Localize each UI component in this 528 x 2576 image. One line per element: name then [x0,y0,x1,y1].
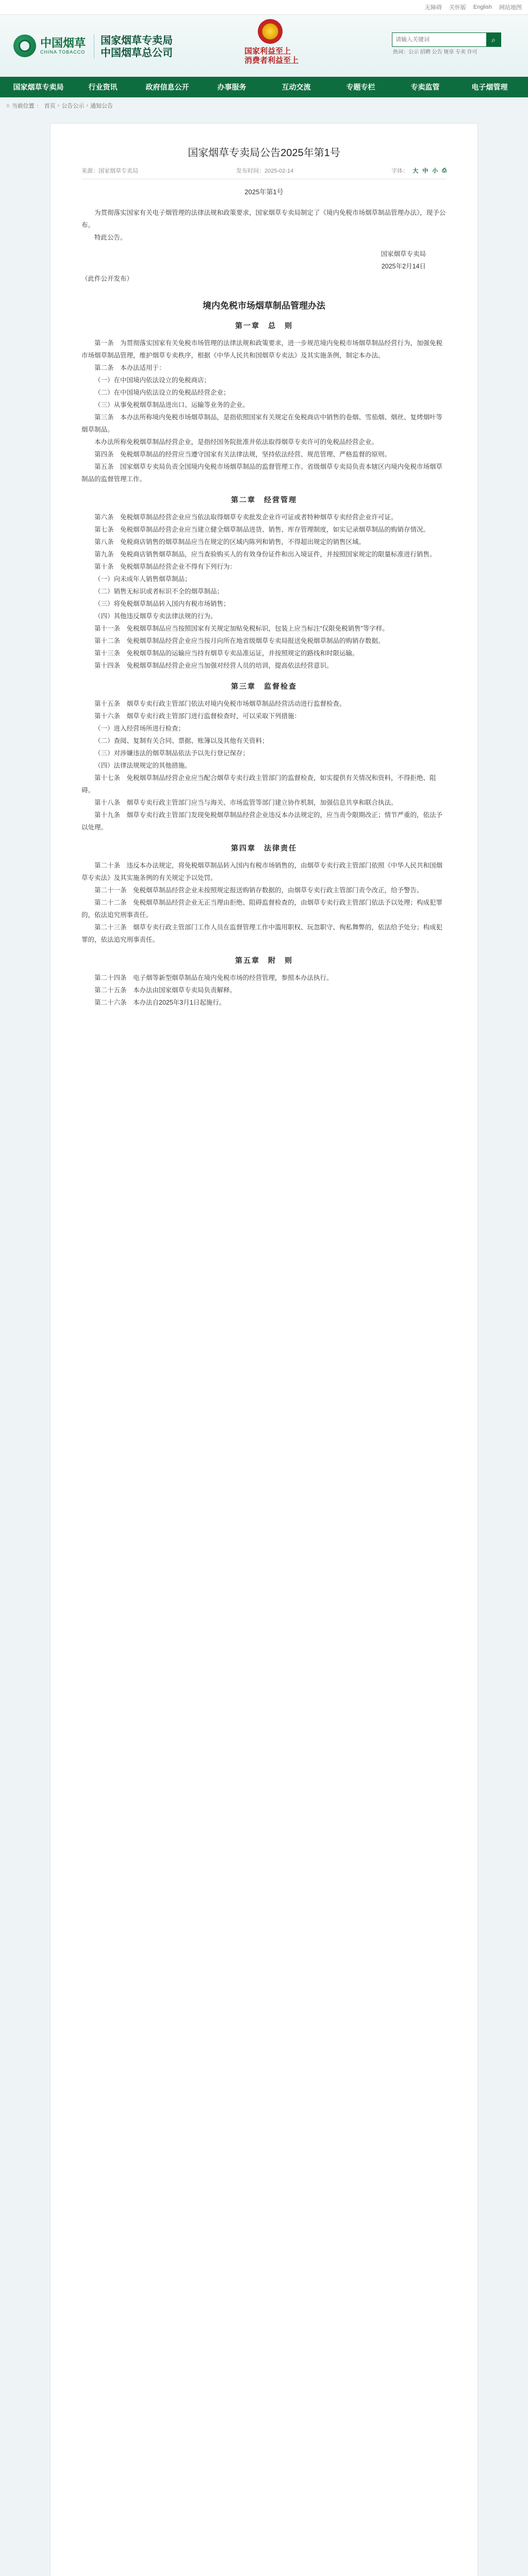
font-size-label: 字体： [391,168,409,174]
article-paragraph: （四）法律法规规定的其他措施。 [94,762,191,769]
slogan-line1: 国家利益至上 [244,47,291,56]
logo-cn-text: 中国烟草 [40,37,86,49]
slogan [244,47,299,65]
article-title: 国家烟草专卖局公告2025年第1号 [188,147,340,159]
top-utility-bar [0,0,528,15]
slogan-line2: 消费者利益至上 [244,56,299,65]
nav-item-topics[interactable]: 专题专栏 [346,83,375,91]
care-mode-link[interactable]: 关怀版 [449,5,466,11]
search-button[interactable] [486,33,501,46]
article-paragraph: 第十一条 免税烟草制品应当按照国家有关规定加贴免税标识，包装上应当标注“仅限免税销售”等字样。 [94,625,389,632]
org-name-line1: 国家烟草专卖局 [101,35,173,46]
org-name-line2: 中国烟草总公司 [101,47,173,59]
chapter-4-body [81,859,447,946]
article-meta [81,166,447,179]
nav-item-home[interactable]: 国家烟草专卖局 [13,83,64,91]
nav-item-news[interactable]: 行业资讯 [88,83,118,91]
article-paragraph: 第一条 为贯彻落实国家有关免税市场管理的法律法规和政策要求，进一步规范境内免税市场烟草制品经营行为，加强免税市场烟草制品管理，维护烟草专卖秩序，根据《中华人民共和国烟草专卖法》及其实施条例，制定本办法。 [81,340,443,359]
org-name [94,35,173,59]
article-paragraph: 第二十一条 免税烟草制品经营企业未按照规定报送购销存数据的，由烟草专卖行政主管部门责令改正，给予警告。 [94,887,423,894]
article-paragraph: 第四条 免税烟草制品的经营应当遵守国家有关法律法规，坚持依法经营、规范管理、严格监督的原则。 [94,451,391,458]
article-panel [50,123,478,2576]
breadcrumb-home[interactable]: 首页 [44,103,56,109]
article-paragraph: 第二十三条 烟草专卖行政主管部门工作人员在监督管理工作中滥用职权、玩忽职守、徇私舞弊的，依法给予处分；构成犯罪的，依法追究刑事责任。 [81,924,443,943]
breadcrumb-notices[interactable]: 通知公告 [90,103,113,109]
hot-words: 热词：公示 招聘 公告 规章 专卖 许可 [393,49,477,55]
notice-paragraph: 特此公告。 [94,234,127,241]
china-tobacco-logo-icon [13,35,36,57]
article-paragraph: （四）其他违反烟草专卖法律法规的行为。 [94,613,217,620]
search-box [392,32,501,47]
chapter-1-heading: 第一章 总 则 [235,321,293,330]
article-date: 发布时间：2025-02-14 [236,168,294,174]
article-paragraph: 第二十五条 本办法由国家烟草专卖局负责解释。 [94,987,237,994]
chapter-5-heading: 第五章 附 则 [235,956,293,964]
article-paragraph: （一）进入经营场所进行检查； [94,725,185,732]
article-paragraph: 第九条 免税商店销售烟草制品，应当查验购买人的有效身份证件和出入境证件，并按照国家规定的限量标准进行销售。 [94,551,436,558]
article-paragraph: 第十三条 免税烟草制品的运输应当持有烟草专卖品准运证，并按照规定的路线和时限运输。 [94,650,359,657]
chapter-3-heading: 第三章 监督检查 [231,682,297,690]
article-paragraph: 第八条 免税商店销售的烟草制品应当在规定的区域内陈列和销售，不得超出规定的销售区域。 [94,538,366,546]
article-paragraph: （三）对涉嫌违法的烟草制品依法予以先行登记保存； [94,750,250,757]
print-icon[interactable]: ⎙ [442,167,447,174]
chapter-1-body [81,337,447,485]
chapter-2-heading: 第二章 经营管理 [231,496,297,504]
nav-item-interaction[interactable]: 互动交流 [282,83,311,91]
article-paragraph: （一）在中国境内依法设立的免税商店； [94,377,211,384]
logo-en-text: CHINA TOBACCO [40,49,86,55]
site-header [0,15,528,77]
article-paragraph: 第五条 国家烟草专卖局负责全国境内免税市场烟草制品的监督管理工作。省级烟草专卖局负责本辖区内境内免税市场烟草制品的监督管理工作。 [81,463,443,483]
chapter-4-heading: 第四章 法律责任 [231,844,297,852]
main-nav [0,77,528,97]
sign-org: 国家烟草专卖局 [381,250,426,258]
article-paragraph: 第十四条 免税烟草制品经营企业应当加强对经营人员的培训，提高依法经营意识。 [94,662,333,669]
publication-note: （此件公开发布） [81,275,134,282]
intro-paragraph: 为贯彻落实国家有关电子烟管理的法律法规和政策要求，国家烟草专卖局制定了《境内免税市场烟草制品管理办法》，现予公布。 [81,209,446,229]
sitemap-link[interactable]: 网站地图 [499,5,522,11]
article-paragraph: 第十九条 烟草专卖行政主管部门发现免税烟草制品经营企业违反本办法规定的，应当责令限期改正；情节严重的，依法予以处理。 [81,811,443,831]
article-paragraph: 第十八条 烟草专卖行政主管部门应当与海关、市场监管等部门建立协作机制，加强信息共享和联合执法。 [94,799,398,806]
article-paragraph: 第二十二条 免税烟草制品经营企业无正当理由拒绝、阻碍监督检查的，由烟草专卖行政主管部门依法予以处理；构成犯罪的，依法追究刑事责任。 [81,899,443,919]
nav-item-e-cigarette[interactable]: 电子烟管理 [471,83,508,91]
font-small-button[interactable]: 小 [432,168,438,174]
chapter-2-body [81,511,447,672]
article-paragraph: 第十二条 免税烟草制品经营企业应当按月向所在地省级烟草专卖局报送免税烟草制品的购销存数据。 [94,637,385,645]
article-paragraph: 第十条 免税烟草制品经营企业不得有下列行为： [94,563,237,570]
article-paragraph: 第三条 本办法所称境内免税市场烟草制品，是指依照国家有关规定在免税商店中销售的卷烟、雪茄烟、烟丝、复烤烟叶等烟草制品。 [81,414,443,433]
article-paragraph: （三）从事免税烟草制品进出口、运输等业务的企业。 [94,401,250,409]
sign-date: 2025年2月14日 [381,263,426,270]
regulation-title: 境内免税市场烟草制品管理办法 [203,301,325,311]
nav-item-monopoly[interactable]: 专卖监管 [410,83,440,91]
article-paragraph: （二）在中国境内依法设立的免税品经营企业； [94,389,230,396]
font-mid-button[interactable]: 中 [422,168,428,174]
chapter-3-body [81,698,447,834]
article-paragraph: 第十七条 免税烟草制品经营企业应当配合烟草专卖行政主管部门的监督检查，如实提供有关情况和资料，不得拒绝、阻碍。 [81,774,436,794]
font-large-button[interactable]: 大 [412,168,419,174]
search-input[interactable] [392,33,486,46]
article-paragraph: 第七条 免税烟草制品经营企业应当建立健全烟草制品进货、销售、库存管理制度，如实记录烟草制品的购销存情况。 [94,526,430,533]
article-paragraph: （一）向未成年人销售烟草制品； [94,575,191,583]
font-size-tools [391,166,447,175]
english-link[interactable]: English [473,4,492,10]
location-icon: ⌂ [6,103,10,109]
article-paragraph: 第十六条 烟草专卖行政主管部门进行监督检查时，可以采取下列措施： [94,713,301,720]
article-paragraph: 第二条 本办法适用于： [94,364,166,371]
article-paragraph: （二）销售无标识或者标识不全的烟草制品； [94,588,224,595]
nav-item-services[interactable]: 办事服务 [217,83,246,91]
article-paragraph: 第二十四条 电子烟等新型烟草制品在境内免税市场的经营管理，参照本办法执行。 [94,974,333,981]
article-paragraph: （二）查阅、复制有关合同、票据、账簿以及其他有关资料； [94,737,269,744]
nav-item-gov-info[interactable]: 政府信息公开 [145,83,189,91]
site-logo[interactable] [13,35,86,57]
article-paragraph: 本办法所称免税烟草制品经营企业，是指经国务院批准并依法取得烟草专卖许可的免税品经营企业。 [94,438,378,446]
article-paragraph: 第二十六条 本办法自2025年3月1日起施行。 [94,999,226,1006]
search-icon: ⌕ [491,36,496,44]
breadcrumb: ⌂ 当前位置 ： 首页 › 公告公示 › 通知公告 [6,103,113,109]
breadcrumb-announcements[interactable]: 公告公示 [61,103,85,109]
article-paragraph: 第二十条 违反本办法规定，将免税烟草制品转入国内有税市场销售的，由烟草专卖行政主管部门依照《中华人民共和国烟草专卖法》及其实施条例的有关规定予以处罚。 [81,862,443,882]
accessibility-link[interactable]: 无障碍 [424,5,442,11]
document-number: 2025年第1号 [244,188,284,196]
national-emblem-icon [258,19,283,44]
article-paragraph: 第十五条 烟草专卖行政主管部门依法对境内免税市场烟草制品经营活动进行监督检查。 [94,700,346,707]
article-paragraph: 第六条 免税烟草制品经营企业应当依法取得烟草专卖批发企业许可证或者特种烟草专卖经营企业许可证。 [94,514,398,521]
article-source: 来源：国家烟草专卖局 [81,168,138,174]
chapter-5-body [81,972,447,1009]
breadcrumb-label: 当前位置 [11,103,35,109]
article-paragraph: （三）将免税烟草制品转入国内有税市场销售； [94,600,230,607]
